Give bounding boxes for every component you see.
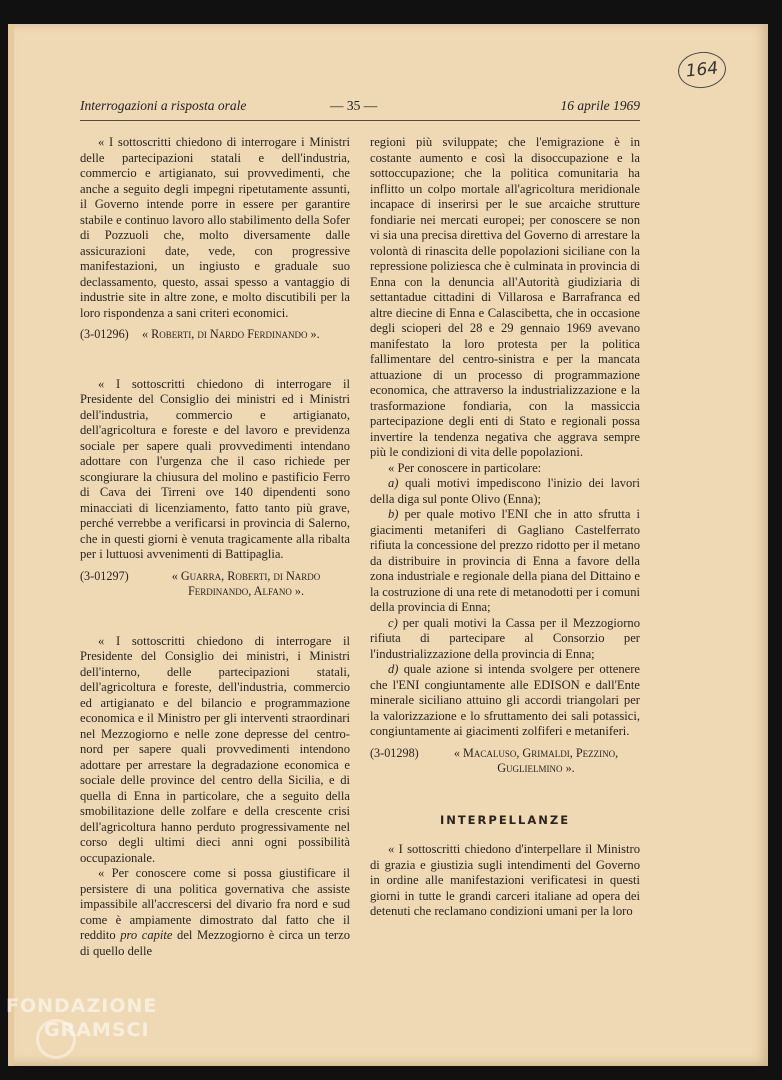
page-header	[80, 98, 640, 116]
question-3-01298-text: « I sottoscritti chiedono di interrogare il Presidente del Consiglio dei ministri, i Ministri dell'interno, delle partecipazioni statali, dell'agricoltura e foreste, dell'industria, commercio ed artigianato e del bilancio e programmazione economica e il Ministro per gli interventi straordinari nel Mezzogiorno e nelle zone depresse del centro-nord per sapere quali provvedimenti intendono adottare per arrestare la degradazione economica e sociale delle province del centro della Sicilia, e di quella di Enna in particolare, che a seguito della smobilitazione delle zolfare e della crescente crisi dell'agricoltura hanno perduto progressivamente nel corso degli ultimi dieci anni ogni possibilità occupazionale.	[80, 633, 350, 865]
question-3-01296-text: « I sottoscritti chiedono di interrogare i Ministri delle partecipazioni statali e dell'industria, commercio e artigianato, sui provvedimenti, che anche a seguito degli impegni ripetutamente assunti, il Governo intende porre in essere per garantire stabile e continuo lavoro allo stabilimento della Sofer di Pozzuoli che, molto diversamente dalle assicurazioni date, vede, con progressive manifestazioni, un ingiusto e graduale suo declassamento, questo, assai spesso a vantaggio di industrie site in altre zone, e molto discutibili per la loro rispondenza a sani criteri economici.	[80, 135, 350, 320]
question-3-01296-reference	[80, 327, 350, 343]
left-column	[80, 135, 350, 959]
question-authors: « Macaluso, Grimaldi, Pezzino, Guglielmino ».	[453, 745, 619, 775]
question-3-01297-reference	[80, 569, 350, 600]
question-number: (3-01296)	[80, 327, 129, 341]
question-item-d: d) quale azione si intenda svolgere per ottenere che l'ENI congiuntamente alle EDISON e dall'Ente minerale siciliano attuino gli accordi triangolari per la valorizzazione e lo sfruttamento dei sali potassici, congiuntamente ai giacimenti zolfiferi e metaniferi.	[370, 662, 640, 738]
question-authors: « Guarra, Roberti, di Nardo Ferdinando, Alfano ».	[171, 568, 321, 598]
header-rule	[80, 120, 640, 121]
header-section-title: Interrogazioni a risposta orale	[80, 98, 247, 113]
question-authors: « Roberti, di Nardo Ferdinando ».	[142, 327, 320, 341]
question-number: (3-01298)	[370, 745, 419, 760]
watermark-line-2: GRAMSCI	[44, 1019, 150, 1041]
question-3-01298-text-continued: « Per conoscere come si possa giustificare il persistere di una politica governativa che assiste impassibile all'accrescersi del divario fra nord e sud come è ampiamente dimostrato dal fatto che il reddito pro capite del Mezzogiorno è circa un terzo di quello delle	[80, 866, 350, 958]
question-number: (3-01297)	[80, 568, 129, 583]
question-3-01298-reference	[370, 746, 640, 777]
page-margin	[8, 24, 14, 1066]
header-date: 16 aprile 1969	[560, 98, 640, 113]
latin-phrase: pro capite	[120, 928, 173, 942]
question-item-c: c) per quali motivi la Cassa per il Mezzogiorno rifiuta di partecipare al Consorzio per l'industrializzazione della provincia di Enna;	[370, 615, 640, 661]
right-column	[370, 135, 640, 920]
question-item-a: a) quali motivi impediscono l'inizio dei lavori della diga sul ponte Olivo (Enna);	[370, 476, 640, 506]
question-3-01297-text: « I sottoscritti chiedono di interrogare il Presidente del Consiglio dei ministri ed i Ministri dell'industria, commercio e artigianato, dell'agricoltura e foreste e del lavoro e previdenza sociale per sapere quali provvedimenti intendano adottare con l'urgenza che il caso richiede per scongiurare la chiusura del molino e pastificio Ferro di Cava dei Tirreni ove 140 dipendenti sono minacciati di licenziamento, fatto tanto più grave, perché verrebbe a verificarsi in provincia di Salerno, che in questi giorni è venuta tragicamente alla ribalta per i luttuosi avvenimenti di Battipaglia.	[80, 376, 350, 561]
archive-watermark	[6, 995, 206, 1065]
question-3-01298-continuation: regioni più sviluppate; che l'emigrazione è in costante aumento e così la disoccupazione e la sottoccupazione; che la politica comunitaria ha inflitto un colpo mortale all'agricoltura meridionale incapace di inserirsi per le sue arcaiche strutture fondiarie nei mercati europei; per conoscere se non vi sia una precisa direttiva del Governo di arrestare la volontà di rinascita delle popolazioni siciliane con la repressione poliziesca che è culminata in provincia di Enna con la denuncia all'Autorità giudiziaria di settantadue cittadini di Villarosa e Barrafranca ed altre diecine di Enna e Calascibetta, che in occasione degli scioperi del 28 e 29 gennaio 1969 avevano manifestato la loro protesta per la politica fallimentare del centro-sinistra e per la mancata attuazione di un processo di programmazione economica, che attraverso la industrializzazione e la trasformazione fondiaria, con la massiccia partecipazione degli enti di Stato e regionali possa invertire la tendenza negativa che aggrava sempre più le condizioni di vita delle popolazioni.	[370, 135, 640, 459]
header-page-number: — 35 —	[330, 98, 378, 113]
watermark-line-1: FONDAZIONE	[6, 995, 158, 1017]
interpellanza-text: « I sottoscritti chiedono d'interpellare il Ministro di grazia e giustizia sugli intendimenti del Governo in ordine alle manifestazioni verificatesi in questi giorni in tutte le grandi carceri italiane ad opera dei detenuti che reclamano condizioni umani per la loro	[370, 842, 640, 918]
interpellanze-heading: INTERPELLANZE	[439, 812, 571, 827]
question-item-b: b) per quale motivo l'ENI che in atto sfrutta i giacimenti metaniferi di Gagliano Castelferrato rifiuta la concessione del prezzo ridotto per il metano da distribuire in provincia di Enna a favore della zona industriale e regionale della piana del Dittaino e la costruzione di una rete di metanodotti per i comuni della provincia di Enna;	[370, 507, 640, 614]
archive-stamp-number: 164	[684, 58, 720, 82]
question-intro: « Per conoscere in particolare:	[388, 460, 542, 475]
watermark-logo-icon	[36, 1019, 76, 1059]
